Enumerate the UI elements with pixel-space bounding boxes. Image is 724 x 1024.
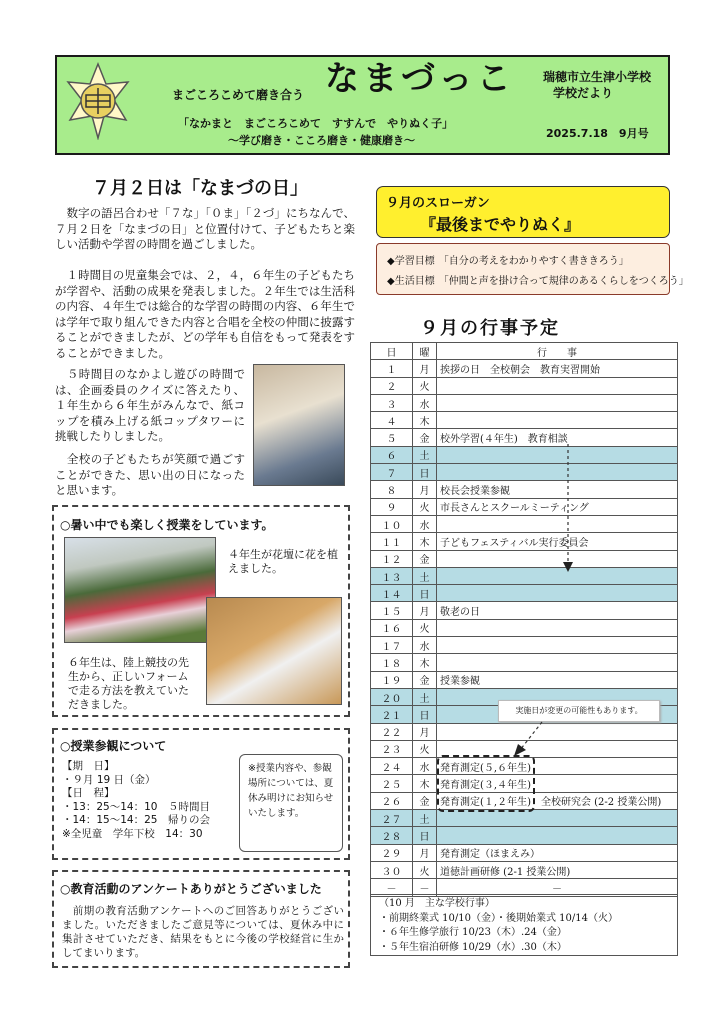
schedule-day: ２ [371,377,413,394]
article-paragraph-1: 数字の語呂合わせ「７な」「０ま」「２づ」にちなんで、７月２日を「なまづの日」と位置付けて、子どもたちと楽しい活動や学習の時間を過ごしました。 [55,206,355,251]
schedule-day: ５ [371,429,413,446]
schedule-event: 挨拶の日 全校朝会 教育実習開始 [437,360,678,377]
schedule-day: ３０ [371,861,413,878]
schedule-row [371,810,678,827]
schedule-day: １２ [371,550,413,567]
schedule-day: － [371,879,413,896]
article-heading: ７月２日は「なまづの日」 [92,178,308,199]
schedule-row [371,619,678,636]
visit-homeroom: ・14：15～14：25 帰りの会 [62,814,210,826]
schedule-day: １３ [371,567,413,584]
schedule-header-row [371,343,678,360]
schedule-day: ８ [371,481,413,498]
schedule-event: 子どもフェスティバル実行委員会 [437,533,678,550]
schedule-event [437,827,678,844]
schedule-row [371,567,678,584]
schedule-day: １９ [371,671,413,688]
schedule-event [437,619,678,636]
schedule-weekday: 金 [413,792,437,809]
life-goal-label: ◆生活目標 [387,276,435,287]
schedule-row [371,844,678,861]
schedule-day: ９ [371,498,413,515]
schedule-weekday: 月 [413,360,437,377]
schedule-day: １ [371,360,413,377]
schedule-event: 発育測定（ほまえみ） [437,844,678,861]
schedule-row [371,464,678,481]
cup-tower-photo [253,364,345,486]
running-lesson-photo [206,597,342,705]
school-submotto: ～学び磨き・こころ磨き・健康磨き～ [228,134,415,147]
schedule-table [370,342,678,897]
schedule-event: 道徳計画研修 (2-1 授業公開) [437,861,678,878]
learning-goal [387,252,629,267]
schedule-weekday: 水 [413,394,437,411]
schedule-day: １８ [371,654,413,671]
schedule-row [371,481,678,498]
class-caption-2: ６年生は、陸上競技の先生から、正しいフォームで走る方法を教えていただきました。 [68,656,189,711]
schedule-weekday: 金 [413,429,437,446]
schedule-day: ７ [371,464,413,481]
schedule-event: 校外学習(４年生) 教育相談 [437,429,678,446]
issue-date: 2025.7.18 9月号 [546,127,649,140]
learning-goal-label: ◆学習目標 [387,256,435,267]
schedule-weekday: 木 [413,412,437,429]
schedule-row [371,515,678,532]
schedule-event: 校長会授業参観 [437,481,678,498]
schedule-title: ９月の行事予定 [420,318,560,339]
slogan-text: 『最後までやりぬく』 [420,215,581,234]
schedule-header-cell: 日 [371,343,413,360]
header-tagline: まごころこめて磨き合う [172,88,305,102]
schedule-day: ２６ [371,792,413,809]
schedule-day: １７ [371,637,413,654]
schedule-row [371,550,678,567]
survey-box-title: ○教育活動のアンケートありがとうございました [60,882,322,896]
schedule-event: 敬老の日 [437,602,678,619]
schedule-day: １６ [371,619,413,636]
schedule-weekday: 火 [413,740,437,757]
october-events-note [370,894,678,956]
schedule-weekday: 土 [413,567,437,584]
schedule-event: 発育測定(５,６年生) [437,758,678,775]
schedule-row [371,429,678,446]
schedule-event: 授業参観 [437,671,678,688]
schedule-event: 発育測定(３,４年生) [437,775,678,792]
schedule-day: ６ [371,446,413,463]
school-name: 瑞穂市立生津小学校 [543,70,652,84]
visit-side-note: ※授業内容や、参観場所については、夏休み明けにお知らせいたします。 [239,754,343,852]
visit-schedule [62,760,210,841]
schedule-event [437,637,678,654]
visit-dismissal: ※全児童 学年下校 14：30 [62,827,203,840]
popup-arrow-icon [508,718,548,758]
schedule-weekday: － [413,879,437,896]
school-emblem-icon [62,62,134,140]
schedule-day: ２８ [371,827,413,844]
schedule-row [371,602,678,619]
visit-date-label: 【期 日】 [62,760,115,772]
article-paragraph-4: 全校の子どもたちが笑顔で過ごすことができた、思い出の日になったと思います。 [55,452,245,497]
schedule-day: ３ [371,394,413,411]
schedule-day: ２５ [371,775,413,792]
goals-box [376,243,689,295]
schedule-row [371,394,678,411]
schedule-weekday: 日 [413,585,437,602]
schedule-row [371,637,678,654]
schedule-day: ４ [371,412,413,429]
schedule-row [371,671,678,688]
schedule-day: ２７ [371,810,413,827]
schedule-weekday: 木 [413,775,437,792]
schedule-day: ２１ [371,706,413,723]
article-paragraph-3: ５時間目のなかよし遊びの時間では、企画委員のクイズに答えたり、１年生から６年生がみんなで、紙コップを積み上げる紙コップタワーに挑戦したりしました。 [55,367,245,443]
schedule-weekday: 水 [413,515,437,532]
schedule-row [371,446,678,463]
schedule-weekday: 土 [413,688,437,705]
schedule-row [371,360,678,377]
schedule-day: ２２ [371,723,413,740]
schedule-event [437,394,678,411]
schedule-event [437,723,678,740]
schedule-row [371,498,678,515]
schedule-event [437,810,678,827]
schedule-weekday: 水 [413,758,437,775]
schedule-weekday: 日 [413,827,437,844]
learning-goal-text: 「自分の考えをわかりやすく書ききろう」 [438,256,629,267]
article-paragraph-2: １時間目の児童集会では、２，４，６年生の子どもたちが学習や、活動の成果を発表しました。２年生では生活科の内容、４年生では総合的な学習の時間の内容、６年生では学年で取り組んできた内容と合唱を全校の仲間に披露することができましたが、どの学年も自信をもって発表をすることができました。 [55,268,355,360]
life-goal-text: 「仲間と声を掛け合って規律のあるくらしをつくろう」 [438,276,689,287]
schedule-weekday: 金 [413,671,437,688]
schedule-event: 発育測定(１,２年生) 全校研究会 (2-2 授業公開) [437,792,678,809]
schedule-row [371,654,678,671]
schedule-weekday: 火 [413,861,437,878]
schedule-row [371,377,678,394]
october-note-2: ・６年生修学旅行 10/23（木）.24（金） [379,927,567,938]
schedule-day: ２４ [371,758,413,775]
schedule-weekday: 月 [413,844,437,861]
schedule-event [437,585,678,602]
october-note-3: ・５年生宿泊研修 10/29（水）.30（木） [379,941,567,953]
schedule-event [437,412,678,429]
flower-planting-photo [64,537,216,643]
schedule-event: 市長さんとスクールミーティング [437,498,678,515]
schedule-event [437,654,678,671]
schedule-weekday: 日 [413,464,437,481]
schedule-day: ２０ [371,688,413,705]
schedule-weekday: 木 [413,654,437,671]
schedule-weekday: 火 [413,377,437,394]
schedule-weekday: 木 [413,533,437,550]
schedule-header-cell: 行 事 [437,343,678,360]
schedule-weekday: 火 [413,498,437,515]
schedule-day: ２３ [371,740,413,757]
schedule-day: １１ [371,533,413,550]
class-box-title: ○暑い中でも楽しく授業をしています。 [60,518,274,532]
schedule-row [371,861,678,878]
schedule-weekday: 土 [413,446,437,463]
schedule-event: － [437,879,678,896]
schedule-row [371,412,678,429]
slogan-label: ９月のスローガン [386,196,490,211]
schedule-day: １４ [371,585,413,602]
schedule-weekday: 金 [413,550,437,567]
schedule-day: ２９ [371,844,413,861]
schedule-weekday: 水 [413,637,437,654]
schedule-event [437,377,678,394]
visit-date: ・９月 19 日（金） [62,773,156,786]
schedule-weekday: 日 [413,706,437,723]
schedule-weekday: 土 [413,810,437,827]
october-note-1: ・前期終業式 10/10（金）・後期始業式 10/14（火） [379,912,618,924]
schedule-row [371,585,678,602]
schedule-header-cell: 曜 [413,343,437,360]
schedule-weekday: 月 [413,481,437,498]
schedule-day: １０ [371,515,413,532]
visit-box-title: ○授業参観について [60,739,167,753]
schedule-day: １５ [371,602,413,619]
life-goal [387,272,689,287]
visit-period-5: ・13：25～14：10 ５時間目 [62,800,210,813]
health-check-highlight [437,755,535,812]
schedule-weekday: 火 [413,619,437,636]
schedule-row [371,827,678,844]
survey-text: 前期の教育活動アンケートへのご回答ありがとうございました。いただきましたご意見等については、夏休み中に集計させていただき、結果をもとに今後の学校経営に生かしてまいります。 [62,905,344,959]
newsletter-title: なまづっこ [325,59,515,99]
october-note-title: （10 月 主な学校行事） [379,898,495,909]
schedule-change-note: 実施日が変更の可能性もあります。 [498,700,660,722]
schedule-weekday: 月 [413,602,437,619]
newsletter-type: 学校だより [553,86,614,100]
class-caption-1: ４年生が花壇に花を植えました。 [228,548,338,575]
visit-program-label: 【日 程】 [62,787,115,799]
schedule-row [371,533,678,550]
schedule-arrow-icon [540,440,580,580]
school-motto: 「なかまと まごころこめて すすんで やりぬく子」 [178,117,454,130]
schedule-weekday: 月 [413,723,437,740]
